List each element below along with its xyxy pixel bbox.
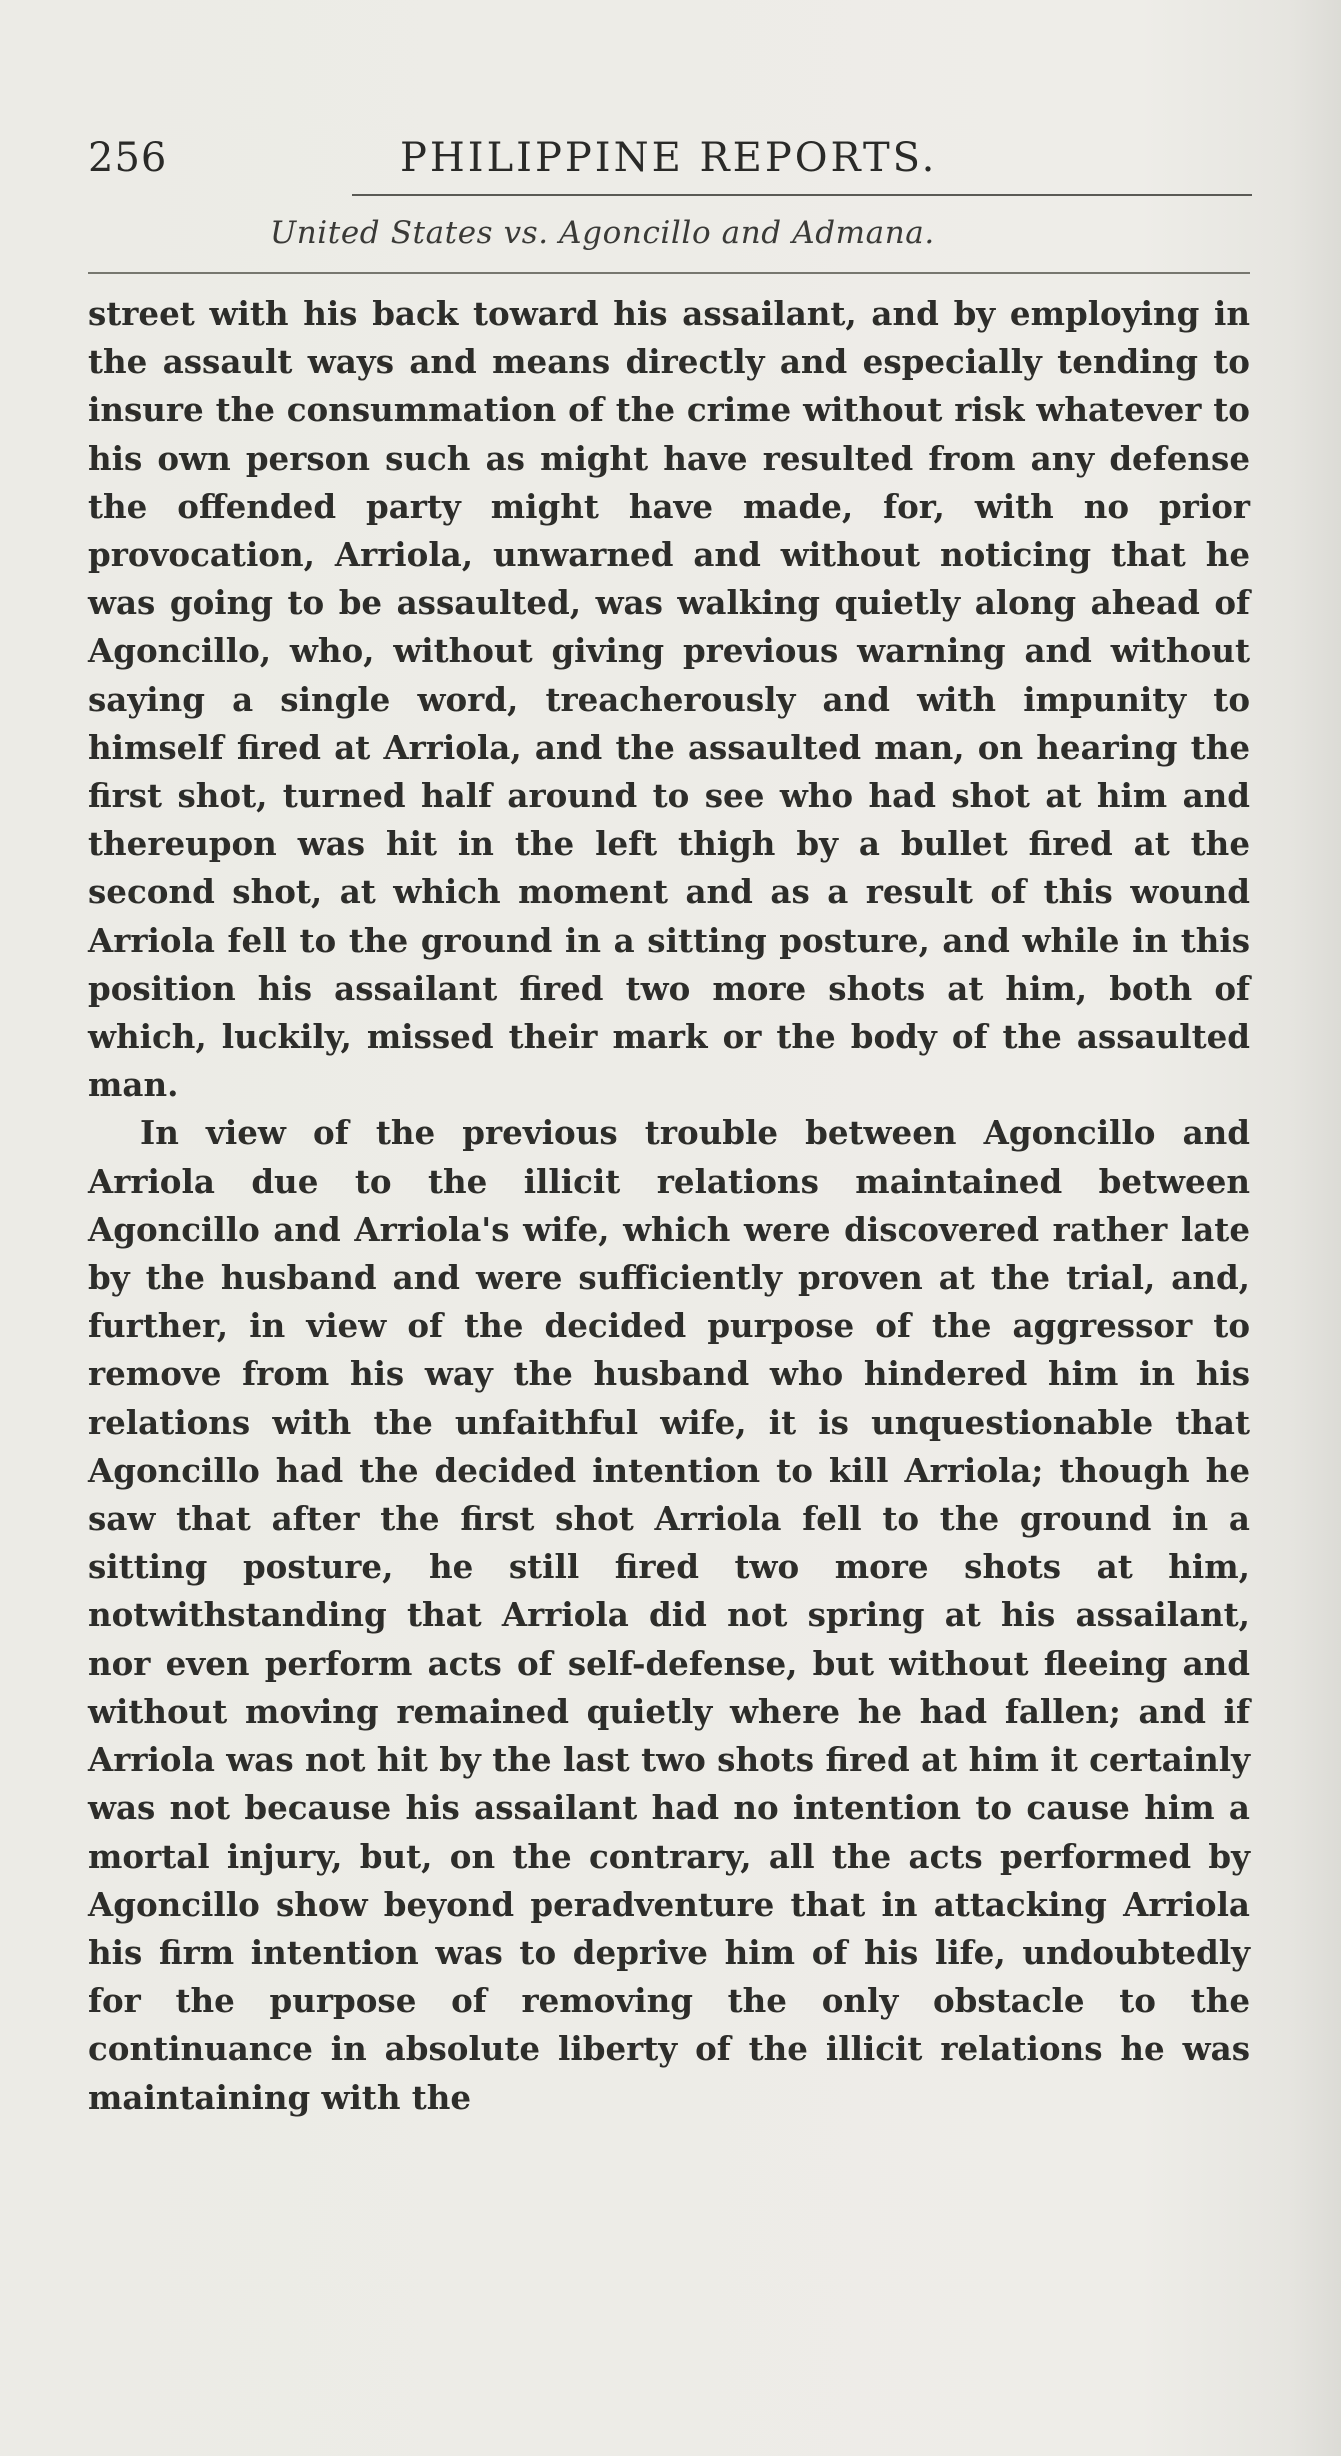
page-number: 256	[88, 135, 168, 181]
body-text	[88, 290, 1250, 2122]
case-title-rule	[88, 272, 1250, 274]
page-header	[88, 128, 1250, 188]
paragraph: In view of the previous trouble between Agoncillo and Arriola due to the illicit relations maintained between Agoncillo and Arriola's wife, which were discovered rather late by the husband and were sufficiently proven at the trial, and, further, in view of the decided purpose of the aggressor to remove from his way the husband who hindered him in his relations with the unfaithful wife, it is unquestionable that Agoncillo had the decided intention to kill Arriola; though he saw that after the first shot Arriola fell to the ground in a sitting posture, he still fired two more shots at him, notwithstanding that Arriola did not spring at his assailant, nor even perform acts of self-defense, but without fleeing and without moving remained quietly where he had fallen; and if Arriola was not hit by the last two shots fired at him it certainly was not because his assailant had no intention to cause him a mortal injury, but, on the contrary, all the acts performed by Agoncillo show beyond peradventure that in attacking Arriola his firm intention was to deprive him of his life, undoubtedly for the purpose of removing the only obstacle to the continuance in absolute liberty of the illicit relations he was maintaining with the	[88, 1113, 1250, 2117]
header-rule	[352, 194, 1252, 196]
paragraph-continuation: street with his back toward his assailant, and by employing in the assault ways and means directly and especially tending to insure the consummation of the crime without risk whatever to his own person such as might have resulted from any defense the offended party might have made, for, with no prior provocation, Arriola, unwarned and without noticing that he was going to be assaulted, was walking quietly along ahead of Agoncillo, who, without giving previous warning and without saying a single word, treacherously and with impunity to himself fired at Arriola, and the assaulted man, on hearing the first shot, turned half around to see who had shot at him and thereupon was hit in the left thigh by a bullet fired at the second shot, at which moment and as a result of this wound Arriola fell to the ground in a sitting posture, and while in this position his assailant fired two more shots at him, both of which, luckily, missed their mark or the body of the assaulted man.	[88, 294, 1250, 1105]
running-title: PHILIPPINE REPORTS.	[400, 135, 938, 181]
case-title: United States vs. Agoncillo and Admana.	[270, 215, 935, 251]
